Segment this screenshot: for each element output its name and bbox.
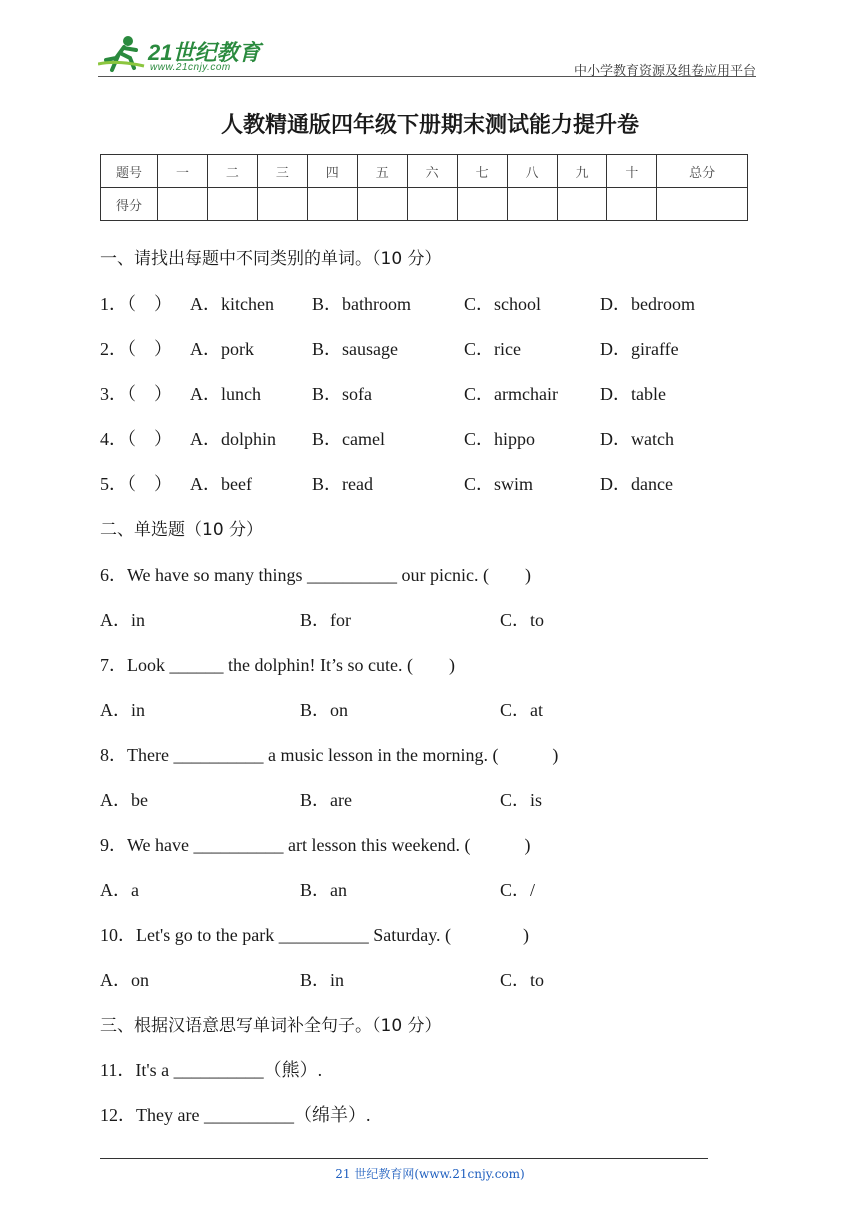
option-b: B．bathroom <box>312 294 411 314</box>
score-input-cell[interactable] <box>158 188 208 221</box>
footer-link[interactable]: 21 世纪教育网(www.21cnjy.com) <box>335 1167 525 1181</box>
option-c: C．swim <box>464 474 534 494</box>
score-input-cell[interactable] <box>657 188 748 221</box>
score-cell: 九 <box>557 155 607 188</box>
option-b: B．camel <box>312 429 385 449</box>
question-stem: 8．There __________ a music lesson in the morning. ( ) <box>100 745 559 765</box>
option-c: C．is <box>500 790 543 810</box>
option-d: D．bedroom <box>600 294 695 314</box>
question-row <box>100 470 740 494</box>
options-row <box>100 606 600 630</box>
score-input-cell[interactable] <box>257 188 307 221</box>
score-input-cell[interactable] <box>607 188 657 221</box>
header-platform-text: 中小学教育资源及组卷应用平台 <box>573 64 756 79</box>
question-stem: 11．It's a __________（熊）. <box>100 1060 323 1080</box>
option-b: B．an <box>300 880 347 900</box>
score-input-cell[interactable] <box>357 188 407 221</box>
score-table-header-row <box>101 155 748 188</box>
option-a: A．in <box>100 700 145 720</box>
question-row <box>100 380 740 404</box>
question-row <box>100 425 740 449</box>
option-a: A．on <box>100 970 149 990</box>
question-stem: 6．We have so many things __________ our picnic. ( ) <box>100 565 531 585</box>
option-d: D．dance <box>600 474 673 494</box>
question-number: 1．（ ） <box>100 294 172 314</box>
options-row <box>100 786 600 810</box>
option-c: C．at <box>500 700 543 720</box>
score-cell: 四 <box>307 155 357 188</box>
logo-text: 21世纪教育 <box>148 40 261 65</box>
score-table-score-row <box>101 188 748 221</box>
option-a: A．dolphin <box>190 429 277 449</box>
header-divider <box>98 76 756 77</box>
option-b: B．are <box>300 790 352 810</box>
score-cell: 八 <box>507 155 557 188</box>
section-1-heading: 一、请找出每题中不同类别的单词。（10 分） <box>100 249 442 269</box>
option-b: B．read <box>312 474 373 494</box>
question-stem: 12．They are __________（绵羊）. <box>100 1105 371 1125</box>
score-table <box>100 154 748 221</box>
option-b: B．in <box>300 970 345 990</box>
option-b: B．on <box>300 700 349 720</box>
option-c: C．to <box>500 970 545 990</box>
score-cell: 十 <box>607 155 657 188</box>
question-number: 3．（ ） <box>100 384 172 404</box>
option-b: B．sofa <box>312 384 372 404</box>
question-stem: 7．Look ______ the dolphin! It’s so cute. ( ) <box>100 655 455 675</box>
score-input-cell[interactable] <box>407 188 457 221</box>
option-a: A．lunch <box>190 384 261 404</box>
score-input-cell[interactable] <box>507 188 557 221</box>
question-number: 4．（ ） <box>100 429 172 449</box>
option-c: C．rice <box>464 339 521 359</box>
logo-url: www.21cnjy.com <box>150 62 231 73</box>
score-input-cell[interactable] <box>307 188 357 221</box>
footer-divider <box>100 1158 708 1159</box>
option-c: C．school <box>464 294 542 314</box>
score-cell: 题号 <box>101 155 158 188</box>
score-input-cell[interactable] <box>557 188 607 221</box>
option-a: A．beef <box>190 474 252 494</box>
question-number: 2．（ ） <box>100 339 172 359</box>
option-d: D．giraffe <box>600 339 679 359</box>
score-cell: 一 <box>158 155 208 188</box>
score-cell: 总分 <box>657 155 748 188</box>
option-a: A．a <box>100 880 139 900</box>
question-row <box>100 290 740 314</box>
option-c: C．to <box>500 610 545 630</box>
section-2-heading: 二、单选题（10 分） <box>100 520 264 540</box>
question-stem: 10．Let's go to the park __________ Saturday. ( ) <box>100 925 530 945</box>
score-cell: 七 <box>457 155 507 188</box>
options-row <box>100 966 600 990</box>
option-b: B．sausage <box>312 339 398 359</box>
score-input-cell[interactable] <box>457 188 507 221</box>
question-row <box>100 335 740 359</box>
page-header <box>98 30 756 78</box>
question-number: 5．（ ） <box>100 474 172 494</box>
score-cell: 五 <box>357 155 407 188</box>
section-3-heading: 三、根据汉语意思写单词补全句子。（10 分） <box>100 1016 442 1036</box>
option-c: C．armchair <box>464 384 558 404</box>
option-a: A．be <box>100 790 148 810</box>
question-stem: 9．We have __________ art lesson this weekend. ( ) <box>100 835 531 855</box>
option-c: C．hippo <box>464 429 536 449</box>
score-cell: 得分 <box>101 188 158 221</box>
runner-logo-icon <box>98 34 146 74</box>
option-d: D．watch <box>600 429 674 449</box>
option-b: B．for <box>300 610 351 630</box>
score-cell: 三 <box>257 155 307 188</box>
option-c: C．/ <box>500 880 536 900</box>
score-input-cell[interactable] <box>207 188 257 221</box>
score-cell: 六 <box>407 155 457 188</box>
option-d: D．table <box>600 384 666 404</box>
option-a: A．kitchen <box>190 294 274 314</box>
options-row <box>100 876 600 900</box>
score-cell: 二 <box>207 155 257 188</box>
option-a: A．in <box>100 610 145 630</box>
option-a: A．pork <box>190 339 254 359</box>
options-row <box>100 696 600 720</box>
logo <box>98 34 268 74</box>
page-title: 人教精通版四年级下册期末测试能力提升卷 <box>220 113 639 138</box>
